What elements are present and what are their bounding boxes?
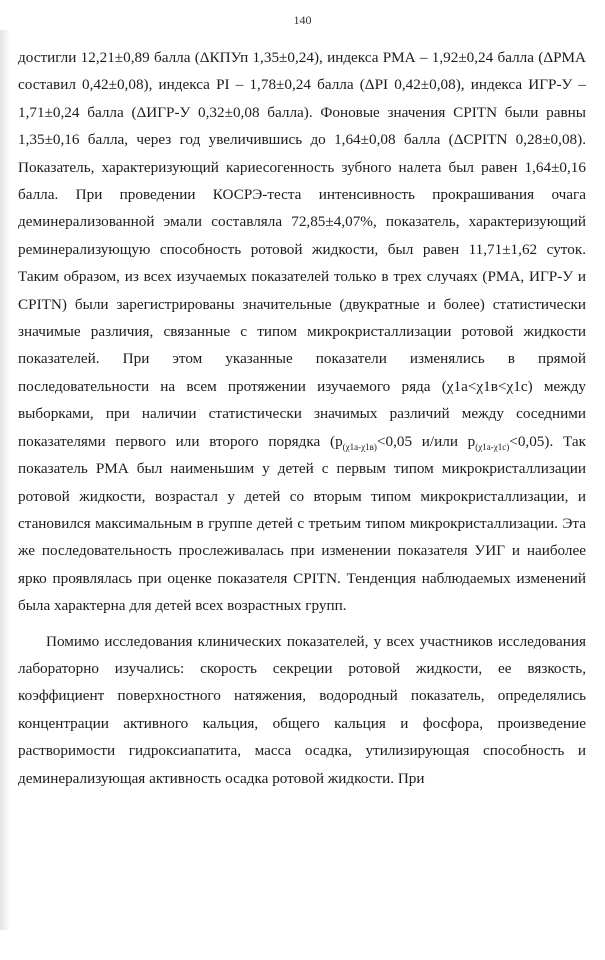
text-run: <0,05 и/или p xyxy=(376,432,476,450)
text-run: <0,05). Так показатель РМА был наименьшим у детей с первым типом микрокристаллизации ротовой жидкости, возрастал у детей со вторым типом микрокристаллизации, и становился максимальным в группе детей с третьим типом микрокристаллизации. Эта же последовательность прослеживалась при изменении показателя УИГ и наиболее ярко проявлялась при оценке показателя CPITN. Тенденция наблюдаемых изменений была характерна для детей всех возрастных групп. xyxy=(18,432,586,615)
paragraph xyxy=(18,628,586,792)
subscript: (χ1а-χ1с) xyxy=(475,441,510,452)
subscript: (χ1а-χ1в) xyxy=(342,441,377,452)
page-number: 140 xyxy=(293,13,312,27)
scan-edge-shadow xyxy=(0,30,10,930)
body-text xyxy=(18,44,586,792)
text-run: Помимо исследования клинических показателей, у всех участников исследования лабораторно изучались: скорость секреции ротовой жидкости, ее вязкость, коэффициент поверхностного натяжения, водородный показатель, определялись концентрации активного кальция, общего кальция и фосфора, произведение растворимости гидроксиапатита, масса осадка, утилизирующая способность и деминерализующая активность осадка ротовой жидкости. При xyxy=(18,632,586,787)
paragraph xyxy=(18,44,586,620)
text-run: достигли 12,21±0,89 балла (ΔКПУп 1,35±0,24), индекса РМА – 1,92±0,24 балла (ΔРМА составил 0,42±0,08), индекса PI – 1,78±0,24 балла (ΔPI 0,42±0,08), индекса ИГР-У – 1,71±0,24 балла (ΔИГР-У 0,32±0,08 балла). Фоновые значения CPITN были равны 1,35±0,16 балла, через год увеличившись до 1,64±0,08 балла (ΔCPITN 0,28±0,08). Показатель, характеризующий кариесогенность зубного налета был равен 1,64±0,16 балла. При проведении КОСРЭ-теста интенсивность прокрашивания очага деминерализованной эмали составляла 72,85±4,07%, показатель, характеризующий реминерализующую способность ротовой жидкости, был равен 11,71±1,62 суток. Таким образом, из всех изучаемых показателей только в трех случаях (РМА, ИГР-У и CPITN) были зарегистрированы значительные (двукратные и более) статистически значимые различия, связанные с типом микрокристаллизации ротовой жидкости показателей. При этом указанные показатели изменялись в прямой последовательности на всем протяжении изучаемого ряда (χ1а<χ1в<χ1с) между выборками, при наличии статистически значимых различий между соседними показателями первого или второго порядка (p xyxy=(18,49,586,450)
